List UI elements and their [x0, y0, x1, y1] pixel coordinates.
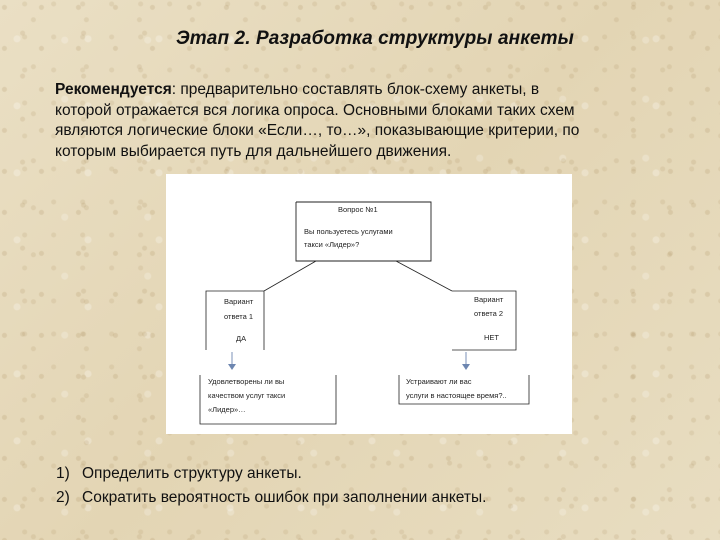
- list-item-text: Определить структуру анкеты.: [82, 465, 302, 482]
- result-2-line-2: услуги в настоящее время?..: [406, 391, 507, 400]
- list-item: [56, 462, 486, 486]
- slide-title: Этап 2. Разработка структуры анкеты: [176, 28, 574, 49]
- result-1-line-2: качеством услуг такси: [208, 391, 286, 400]
- option-1-answer: ДА: [236, 334, 247, 343]
- option-1-line-2: ответа 1: [224, 312, 254, 321]
- branch-line-right: [396, 261, 452, 291]
- paragraph-line-1-rest: : предварительно составлять блок-схему анкеты, в: [171, 81, 540, 98]
- result-2-line-1: Устраивают ли вас: [406, 377, 472, 386]
- option-1-line-1: Вариант: [224, 297, 254, 306]
- branch-line-left: [264, 261, 316, 291]
- recommendation-paragraph: [55, 80, 695, 162]
- list-item-number: 1): [56, 465, 70, 482]
- question-title: Вопрос №1: [338, 205, 378, 214]
- question-line-1: Вы пользуетесь услугами: [304, 227, 393, 236]
- result-1-line-1: Удовлетворены ли вы: [208, 377, 285, 386]
- option-2-line-2: ответа 2: [474, 309, 504, 318]
- flowchart-svg: [166, 174, 572, 434]
- lead-word: Рекомендуется: [55, 81, 172, 98]
- list-item-text: Сократить вероятность ошибок при заполнении анкеты.: [82, 489, 487, 506]
- option-2-answer: НЕТ: [484, 333, 499, 342]
- option-2-line-1: Вариант: [474, 295, 504, 304]
- paragraph-line-2: которой отражается вся логика опроса. Основными блоками таких схем: [55, 101, 575, 119]
- numbered-list: [56, 462, 486, 510]
- arrow-right-head: [462, 364, 470, 370]
- result-1-line-3: «Лидер»…: [208, 405, 246, 414]
- paragraph-line-4: которым выбирается путь для дальнейшего движения.: [55, 142, 452, 160]
- paragraph-line-3: являются логические блоки «Если…, то…», показывающие критерии, по: [55, 122, 580, 139]
- list-item: [56, 486, 486, 510]
- arrow-left-head: [228, 364, 236, 370]
- flowchart-image: [166, 174, 572, 434]
- paragraph-line-1: [55, 80, 695, 101]
- list-item-number: 2): [56, 489, 70, 506]
- question-line-2: такси «Лидер»?: [304, 240, 360, 249]
